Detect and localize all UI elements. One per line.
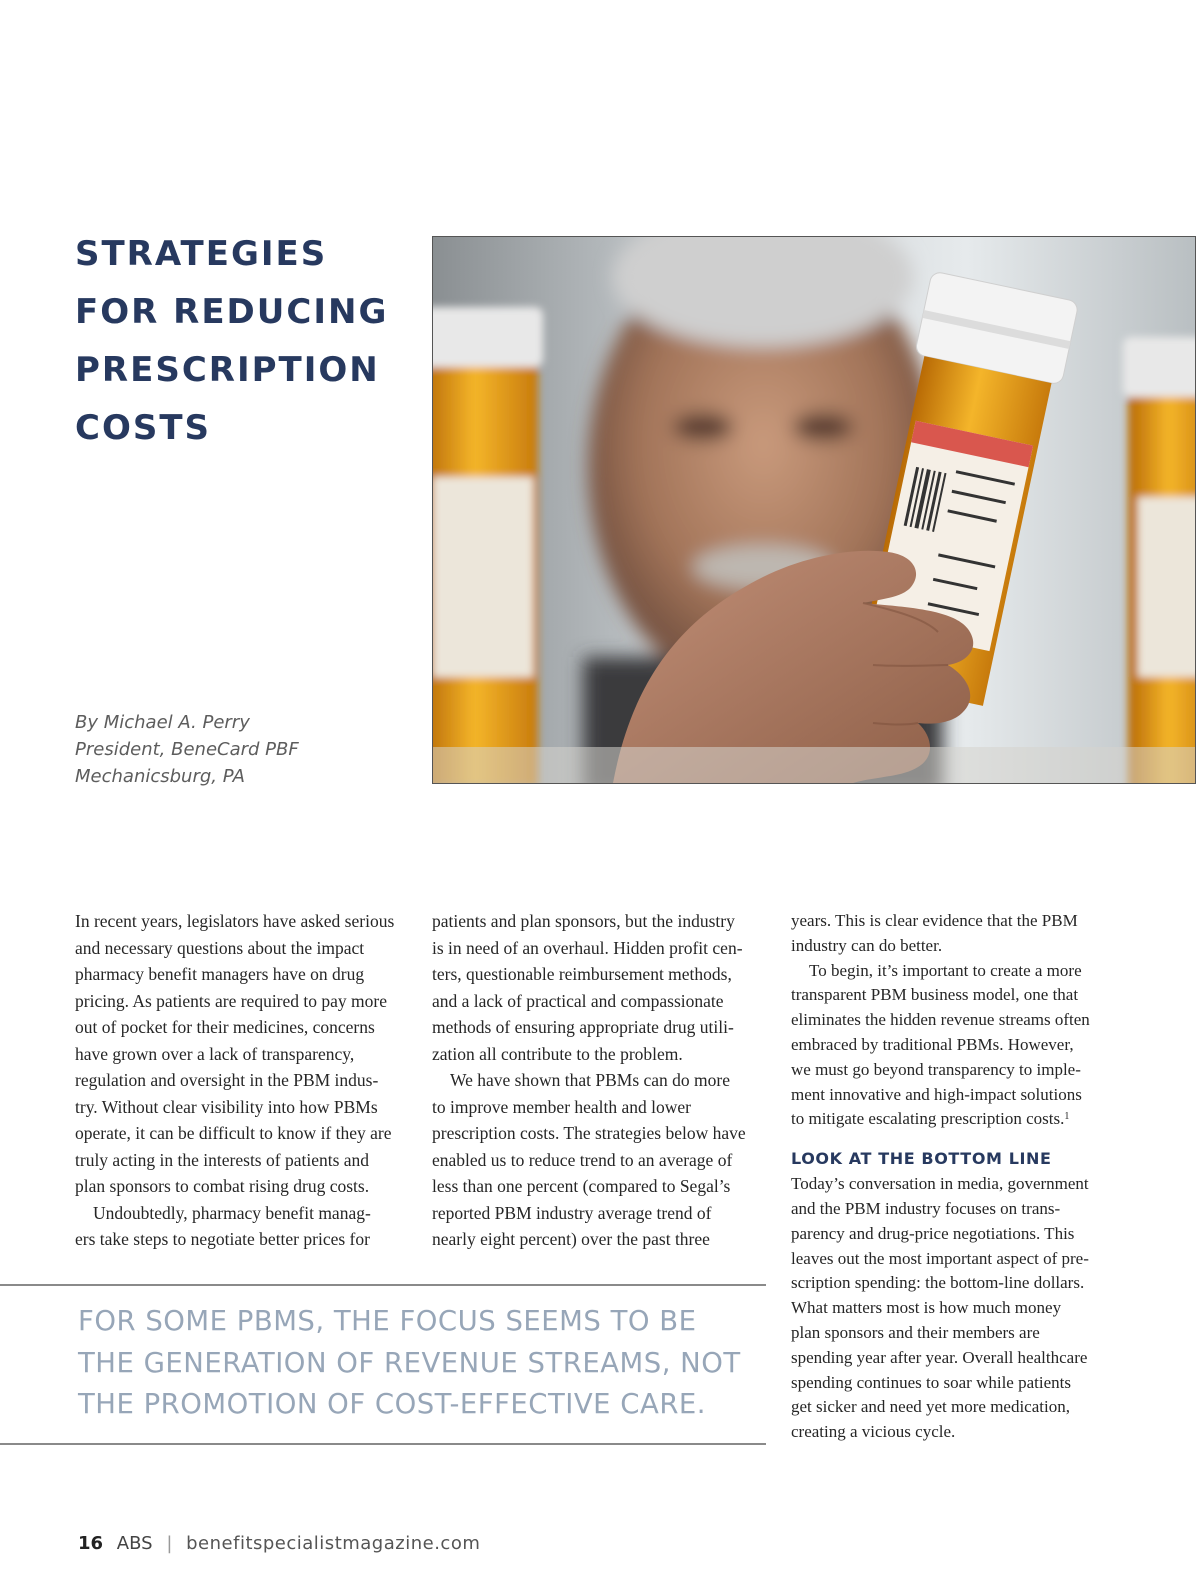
body-line: have grown over a lack of transparency,: [75, 1043, 355, 1064]
pullquote-line: FOR SOME PBMS, THE FOCUS SEEMS TO BE: [78, 1305, 697, 1337]
body-line: leaves out the most important aspect of pre-: [791, 1248, 1089, 1268]
body-line: and a lack of practical and compassionate: [432, 990, 724, 1011]
body-line: methods of ensuring appropriate drug utili-: [432, 1017, 734, 1037]
body-line: creating a vicious cycle.: [791, 1422, 956, 1442]
title-line: FOR REDUCING: [75, 292, 389, 332]
title-line: COSTS: [75, 408, 212, 448]
body-line: prescription costs. The strategies below have: [432, 1123, 746, 1143]
body-line: to improve member health and lower: [432, 1096, 692, 1117]
pullquote: [78, 1301, 768, 1426]
article-column-2: [432, 908, 772, 1253]
body-line: operate, it can be difficult to know if they are: [75, 1123, 392, 1143]
body-line: plan sponsors and their members are: [791, 1322, 1040, 1342]
body-line: ters, questionable reimbursement methods,: [432, 964, 732, 984]
body-line: plan sponsors to combat rising drug costs.: [75, 1176, 370, 1196]
article-column-3: [791, 909, 1131, 1445]
section-subhead: LOOK AT THE BOTTOM LINE: [791, 1149, 1052, 1169]
body-line: What matters most is how much money: [791, 1298, 1062, 1318]
article-column-1: [75, 908, 415, 1253]
body-line: industry can do better.: [791, 935, 943, 955]
body-line: patients and plan sponsors, but the industry: [432, 911, 735, 931]
body-line: we must go beyond transparency to imple-: [791, 1059, 1081, 1079]
byline-location: Mechanicsburg, PA: [75, 766, 245, 787]
body-line-text: to mitigate escalating prescription costs.: [791, 1109, 1065, 1129]
body-line: spending year after year. Overall healthcare: [791, 1347, 1088, 1367]
body-line: and necessary questions about the impact: [75, 937, 365, 958]
body-line: spending continues to soar while patients: [791, 1372, 1071, 1392]
prescription-bottle-photo: [432, 236, 1196, 784]
pullquote-line: THE PROMOTION OF COST-EFFECTIVE CARE.: [78, 1388, 707, 1420]
body-line: parency and drug-price negotiations. This: [791, 1223, 1075, 1243]
photo-illustration: [433, 237, 1195, 783]
body-line: reported PBM industry average trend of: [432, 1202, 712, 1223]
body-line: We have shown that PBMs can do more: [450, 1070, 730, 1090]
pullquote-line: THE GENERATION OF REVENUE STREAMS, NOT: [78, 1346, 741, 1379]
body-line: transparent PBM business model, one that: [791, 985, 1079, 1005]
body-line: years. This is clear evidence that the PBM: [791, 911, 1078, 930]
body-line: less than one percent (compared to Segal’s: [432, 1176, 731, 1196]
body-line: zation all contribute to the problem.: [432, 1043, 683, 1064]
page-number: 16: [78, 1533, 104, 1554]
title-line: STRATEGIES: [75, 234, 328, 274]
footer-separator: |: [166, 1533, 173, 1554]
body-line: truly acting in the interests of patients and: [75, 1149, 370, 1170]
body-line: try. Without clear visibility into how PBMs: [75, 1096, 378, 1117]
body-line: regulation and oversight in the PBM indus-: [75, 1070, 379, 1090]
body-line: out of pocket for their medicines, concerns: [75, 1017, 375, 1037]
body-line: is in need of an overhaul. Hidden profit cen-: [432, 937, 743, 958]
body-line: [791, 1107, 1131, 1132]
body-line: embraced by traditional PBMs. However,: [791, 1034, 1074, 1054]
pullquote-top-rule: [0, 1284, 766, 1286]
website-link[interactable]: benefitspecialistmagazine.com: [186, 1533, 481, 1554]
footnote-mark: 1: [1064, 1111, 1070, 1123]
body-line: enabled us to reduce trend to an average of: [432, 1149, 733, 1170]
body-line: and the PBM industry focuses on trans-: [791, 1198, 1061, 1218]
body-line: pharmacy benefit managers have on drug: [75, 964, 365, 984]
body-line: get sicker and need yet more medication,: [791, 1397, 1070, 1417]
body-line: eliminates the hidden revenue streams often: [791, 1010, 1090, 1030]
body-line: Today’s conversation in media, government: [791, 1174, 1089, 1194]
body-line: Undoubtedly, pharmacy benefit manag-: [93, 1202, 371, 1223]
body-line: pricing. As patients are required to pay more: [75, 990, 387, 1011]
body-line: ers take steps to negotiate better prices for: [75, 1229, 370, 1249]
body-line: In recent years, legislators have asked serious: [75, 911, 395, 931]
article-title: [75, 225, 415, 457]
body-line: ment innovative and high-impact solutions: [791, 1084, 1082, 1104]
publication-name: ABS: [116, 1533, 153, 1554]
page-footer: [78, 1533, 480, 1554]
byline-position: President, BeneCard PBF: [75, 739, 299, 760]
body-line: To begin, it’s important to create a more: [809, 960, 1082, 980]
title-line: PRESCRIPTION: [75, 350, 380, 390]
body-line: scription spending: the bottom-line dollars.: [791, 1273, 1085, 1293]
byline: [75, 709, 415, 790]
pullquote-bottom-rule: [0, 1443, 766, 1445]
body-line: nearly eight percent) over the past three: [432, 1229, 710, 1249]
byline-author: By Michael A. Perry: [75, 712, 250, 733]
